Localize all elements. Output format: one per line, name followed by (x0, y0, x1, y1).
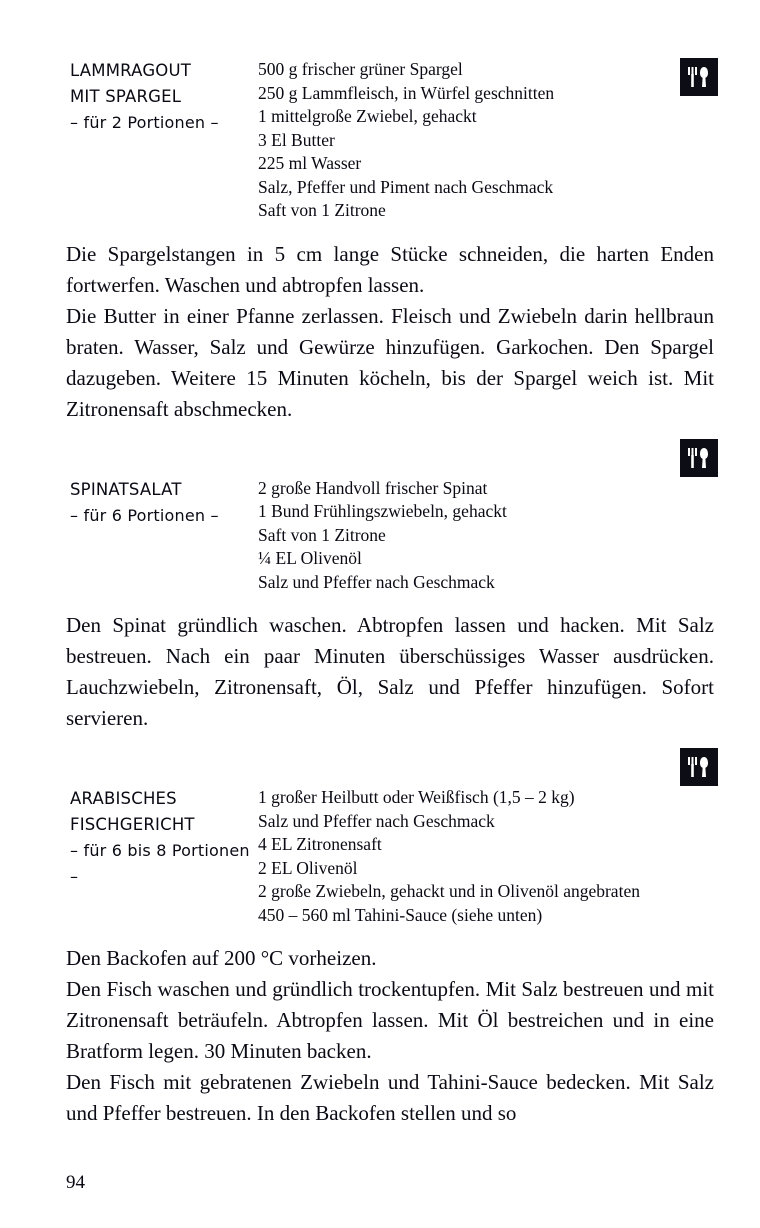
cutlery-icon (680, 439, 718, 477)
cutlery-icon (680, 748, 718, 786)
instruction-paragraph: Die Spargelstangen in 5 cm lange Stücke schneiden, die harten Enden fortwerfen. Waschen und abtropfen lassen. (66, 241, 714, 297)
recipe-title (0, 477, 258, 529)
recipe-title-line: SPINATSALAT (70, 479, 182, 499)
ingredient-item: 4 EL Zitronensaft (258, 834, 382, 854)
ingredient-item: Saft von 1 Zitrone (258, 200, 386, 220)
recipe-instructions (66, 943, 714, 1129)
ingredient-item: 450 – 560 ml Tahini-Sauce (siehe unten) (258, 904, 543, 925)
instruction-paragraph: Den Fisch mit gebratenen Zwiebeln und Tahini-Sauce bedecken. Mit Salz und Pfeffer bestreuen. In den Backofen stellen und so (66, 1070, 714, 1125)
recipe-lammragout (0, 0, 760, 425)
ingredient-list (258, 477, 760, 595)
recipe-portions: – für 6 bis 8 Portionen – (70, 841, 250, 886)
instruction-paragraph: Den Spinat gründlich waschen. Abtropfen lassen und hacken. Mit Salz bestreuen. Nach ein paar Minuten überschüssiges Wasser ausdrücken. Lauchzwiebeln, Zitronensaft, Öl, Salz und Pfeffer hinzufügen. Sofort servieren. (66, 613, 714, 730)
recipe-spinatsalat (0, 425, 760, 735)
ingredient-item: 3 El Butter (258, 129, 335, 150)
ingredient-item: ¼ EL Olivenöl (258, 548, 362, 568)
recipe-title-line: ARABISCHES (70, 789, 177, 808)
instruction-paragraph: Die Butter in einer Pfanne zerlassen. Fleisch und Zwiebeln darin hellbraun braten. Wasser, Salz und Gewürze hinzufügen. Garkochen. Den Spargel dazugeben. Weitere 15 Minuten köcheln, bis der Spargel weich ist. Mit Zitronensaft abschmecken. (66, 303, 714, 421)
recipe-title (0, 58, 258, 136)
recipe-title-line: LAMMRAGOUT (70, 61, 192, 80)
recipe-header (0, 786, 760, 927)
recipe-arabisches-fischgericht (0, 734, 760, 1129)
ingredient-item: 2 große Handvoll frischer Spinat (258, 477, 488, 498)
ingredient-item: Salz und Pfeffer nach Geschmack (258, 810, 495, 831)
ingredient-item: Saft von 1 Zitrone (258, 524, 386, 545)
ingredient-item: 2 EL Olivenöl (258, 857, 358, 878)
ingredient-item: 1 Bund Frühlingszwiebeln, gehackt (258, 501, 507, 521)
recipe-portions: – für 2 Portionen – (70, 113, 219, 132)
ingredient-item: Salz, Pfeffer und Piment nach Geschmack (258, 176, 554, 197)
ingredient-item: Salz und Pfeffer nach Geschmack (258, 571, 495, 592)
ingredient-item: 1 mittelgroße Zwiebel, gehackt (258, 106, 477, 126)
recipe-title-line: MIT SPARGEL (70, 87, 182, 106)
recipe-header (0, 58, 760, 223)
ingredient-item: 250 g Lammfleisch, in Würfel geschnitten (258, 82, 555, 103)
recipe-title (0, 786, 258, 890)
ingredient-item: 1 großer Heilbutt oder Weißfisch (1,5 – 2 kg) (258, 787, 575, 807)
ingredient-item: 500 g frischer grüner Spargel (258, 59, 463, 79)
instruction-paragraph: Den Backofen auf 200 °C vorheizen. (66, 946, 377, 970)
recipe-title-line: FISCHGERICHT (70, 815, 195, 834)
cutlery-icon (680, 58, 718, 96)
instruction-paragraph: Den Fisch waschen und gründlich trockentupfen. Mit Salz bestreuen und mit Zitronensaft beträufeln. Abtropfen lassen. Mit Öl bestreichen und in eine Bratform legen. 30 Minuten backen. (66, 977, 714, 1063)
recipe-header (0, 477, 760, 595)
recipe-instructions (66, 610, 714, 734)
ingredient-item: 225 ml Wasser (258, 153, 362, 173)
page-number: 94 (66, 1172, 85, 1193)
recipe-instructions (66, 239, 714, 425)
ingredient-list (258, 786, 760, 927)
ingredient-item: 2 große Zwiebeln, gehackt und in Olivenöl angebraten (258, 881, 640, 901)
recipe-portions: – für 6 Portionen – (70, 505, 219, 525)
